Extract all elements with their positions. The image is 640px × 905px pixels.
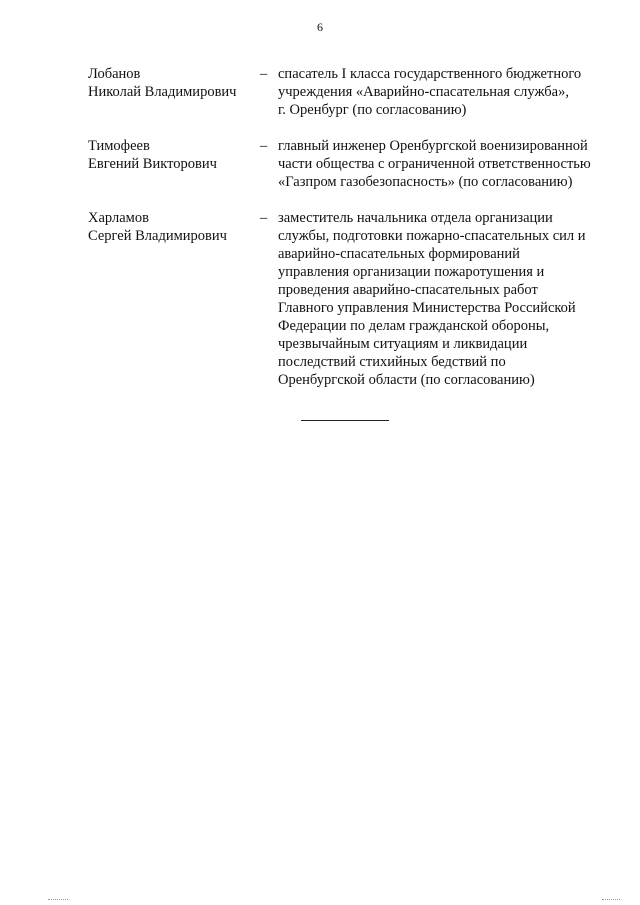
member-entry [88,65,608,119]
member-name [88,209,260,245]
member-position [278,209,596,389]
member-name [88,65,260,101]
position-line: г. Оренбург (по согласованию) [278,102,467,118]
member-surname: Харламов [88,210,149,226]
position-line: «Газпром газобезопасность» (по согласованию) [278,174,573,190]
member-surname: Тимофеев [88,138,150,154]
dash-separator: – [260,66,268,82]
position-line: Федерации по делам гражданской обороны, [278,318,550,334]
position-line: аварийно-спасательных формирований [278,246,520,262]
page-number: 6 [317,20,323,34]
dash-separator: – [260,210,268,226]
scan-mark-right [602,899,620,900]
end-of-list-rule [301,420,389,421]
position-line: Главного управления Министерства Российской [278,300,576,316]
position-line: службы, подготовки пожарно-спасательных сил и [278,228,586,244]
scan-mark-left [48,899,68,900]
member-name [88,137,260,173]
position-line: чрезвычайным ситуациям и ликвидации [278,336,528,352]
position-line: заместитель начальника отдела организации [278,210,553,226]
member-list [88,65,608,389]
member-given-names: Евгений Викторович [88,156,217,172]
position-line: учреждения «Аварийно-спасательная служба», [278,84,569,100]
dash-separator: – [260,138,268,154]
position-line: управления организации пожаротушения и [278,264,545,280]
position-line: Оренбургской области (по согласованию) [278,372,535,388]
member-position [278,65,596,119]
member-given-names: Сергей Владимирович [88,228,227,244]
position-line: последствий стихийных бедствий по [278,354,506,370]
position-line: части общества с ограниченной ответственностью [278,156,591,172]
position-line: спасатель I класса государственного бюджетного [278,66,582,82]
position-line: главный инженер Оренбургской военизированной [278,138,588,154]
member-given-names: Николай Владимирович [88,84,237,100]
member-entry [88,209,608,389]
member-position [278,137,596,191]
position-line: проведения аварийно-спасательных работ [278,282,538,298]
member-surname: Лобанов [88,66,141,82]
member-entry [88,137,608,191]
